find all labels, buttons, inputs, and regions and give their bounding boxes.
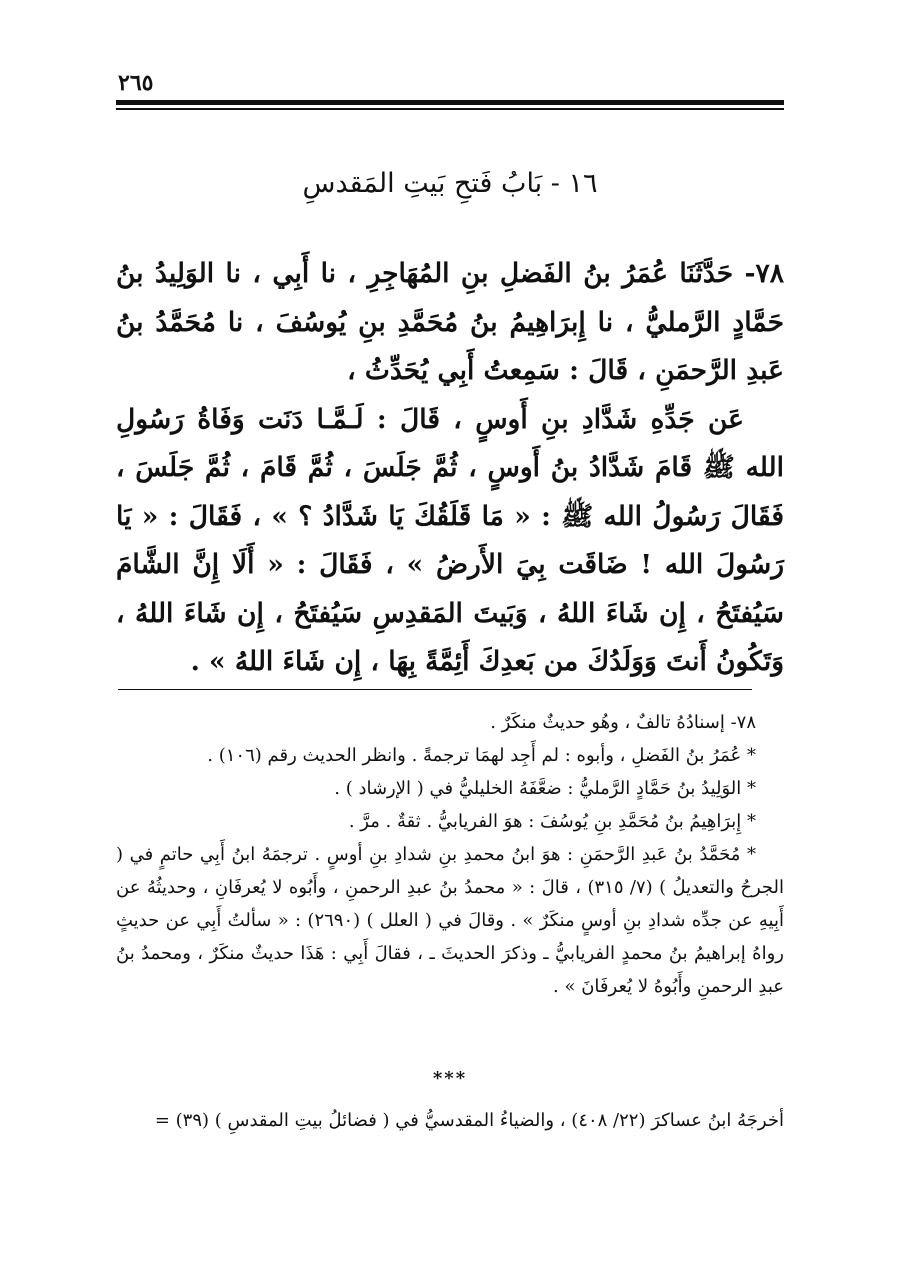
footnote-item: * عُمَرُ بنُ الفَضلِ ، وأبوه : لم أَجِد لهمَا ترجمةً . وانظر الحديث رقم (١٠٦) . bbox=[207, 745, 756, 766]
footnote-item: * إِبرَاهِيمُ بنُ مُحَمَّدِ بنِ يُوسُفَ : هوَ الفريابيُّ . ثقةٌ . مرَّ . bbox=[348, 811, 756, 832]
hadith-matn-paragraph: عَن جَدِّهِ شَدَّادِ بنِ أَوسٍ ، قَالَ : لَـمَّـا دَنَت وَفَاةُ رَسُولِ الله ﷺ قَامَ شَدَّادُ بنُ أَوسٍ ، ثُمَّ جَلَسَ ، ثُمَّ قَامَ ، ثُمَّ جَلَسَ ، فَقَالَ رَسُولُ الله ﷺ : « مَا قَلَقُكَ يَا شَدَّادُ ؟ » ، فَقَالَ : « يَا رَسُولَ الله ! ضَاقَت بِيَ الأَرضُ » ، فَقَالَ : « أَلَا إِنَّ الشَّامَ سَيُفتَحُ ، إِن شَاءَ اللهُ ، وَبَيتَ المَقدِسِ سَيُفتَحُ ، إِن شَاءَ اللهُ ، وَتَكُونُ أَنتَ وَوَلَدُكَ من بَعدِكَ أَئِمَّةً بِهَا ، إِن شَاءَ اللهُ » . bbox=[116, 403, 784, 677]
footnotes bbox=[116, 706, 784, 1003]
footnote-continuation: أخرجَهُ ابنُ عساكرَ (٢٢/ ٤٠٨) ، والضياءُ المقدسيُّ في ( فضائلُ بيتِ المقدسِ ) (٣٩) = bbox=[154, 1110, 784, 1131]
page-number: ٢٦٥ bbox=[118, 70, 154, 96]
footnote-item: * مُحَمَّدُ بنُ عَبدِ الرَّحمَنِ : هوَ ابنُ محمدِ بنِ شدادِ بنِ أوسٍ . ترجمَهُ ابنُ أَبِي حاتمٍ في ( الجرحُ والتعديلُ ) (٧/ ٣١٥) ، قالَ : « محمدُ بنُ عبدِ الرحمنِ ، وأَبُوه لا يُعرفَانِ ، وحديثُهُ عن أَبِيهِ عن جدِّه شدادِ بنِ أوسٍ منكَرٌ » . وقالَ في ( العلل ) (٢٦٩٠) : « سألتُ أَبِي عن حديثٍ رواهُ إبراهيمُ بنُ محمدٍ الفريابيُّ ـ وذكرَ الحديثَ ـ ، فقالَ أَبِي : هَذَا حديثٌ منكَرٌ ، ومحمدُ بنُ عبدِ الرحمنِ وأَبُوهُ لا يُعرفَانَ » . bbox=[116, 844, 785, 997]
header-rule-thick bbox=[116, 100, 784, 105]
chapter-title: ١٦ - بَابُ فَتحِ بَيتِ المَقدسِ bbox=[302, 168, 598, 199]
footnote-divider bbox=[118, 689, 752, 690]
footnote-item: ٧٨- إسنادُهُ تالفٌ ، وهُو حديثٌ منكَرٌ . bbox=[490, 712, 756, 733]
hadith-text bbox=[116, 250, 784, 687]
section-separator: *** bbox=[432, 1068, 468, 1089]
footnote-item: * الوَلِيدُ بنُ حَمَّادٍ الرَّمليُّ : ضعَّفَهُ الخليليُّ في ( الإرشاد ) . bbox=[334, 778, 756, 799]
hadith-isnad-paragraph: ٧٨- حَدَّثَنَا عُمَرُ بنُ الفَضلِ بنِ المُهَاجِرِ ، نا أَبِي ، نا الوَلِيدُ بنُ حَمَّادٍ الرَّمليُّ ، نا إِبرَاهِيمُ بنُ مُحَمَّدِ بنِ يُوسُفَ ، نا مُحَمَّدُ بنُ عَبدِ الرَّحمَنِ ، قَالَ : سَمِعتُ أَبِي يُحَدِّثُ ، bbox=[116, 258, 784, 386]
header-rule-thin bbox=[116, 108, 784, 110]
